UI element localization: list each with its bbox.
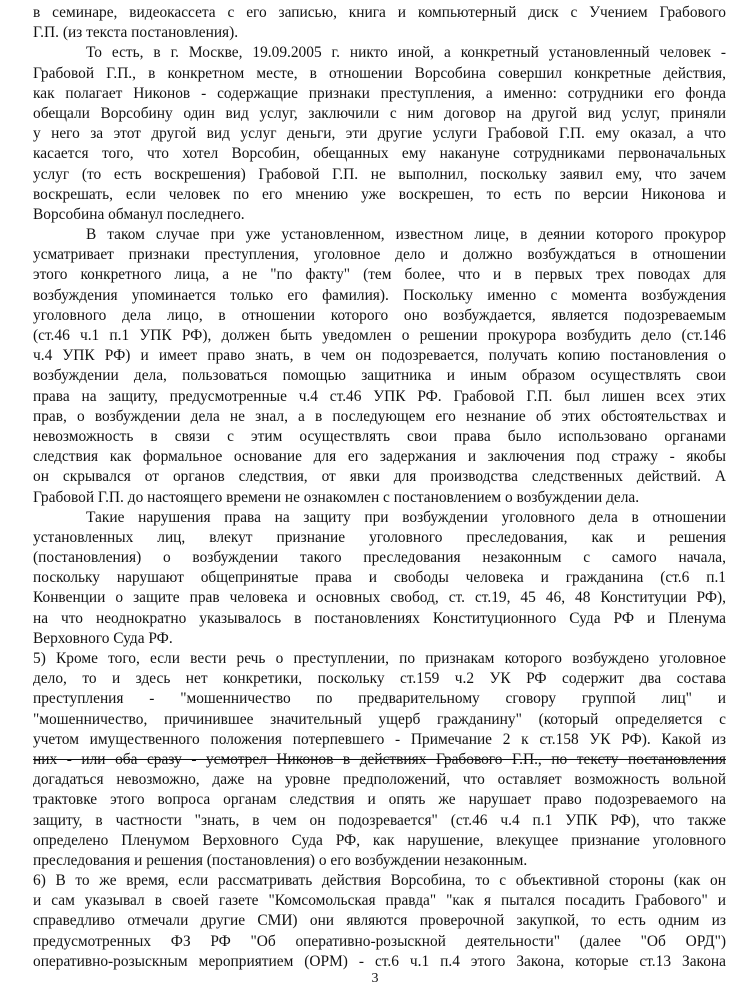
text-line: оперативно-розыскным мероприятием (ОРМ) - ст.6 ч.1 п.4 этого Закона, которые ст.13 Закона <box>33 952 726 970</box>
text-line: уголовного дела лицо, в отношении которого оно возбуждается, является подозреваемым <box>33 306 726 324</box>
text-line: ч.4 УПК РФ) и имеет право знать, в чем он подозревается, получать копию постановления о <box>33 347 726 365</box>
text-line: Конвенции о защите прав человека и основных свобод, ст. ст.19, 45 46, 48 Конституции РФ), <box>33 589 726 607</box>
text-line: То есть, в г. Москве, 19.09.2005 г. никто иной, а конкретный установленный человек - <box>86 44 726 62</box>
text-line: и сам указывал в своей газете "Комсомольская правда" "как я пытался посадить Грабового" и <box>33 892 726 910</box>
text-line: Г.П. (из текста постановления). <box>33 24 239 42</box>
text-line: услуг (то есть воскрешения) Грабовой Г.П. не выполнил, поскольку заявил ему, что зачем <box>33 165 726 183</box>
text-line: Грабовой Г.П. до настоящего времени не ознакомлен с постановлением о возбуждении дела. <box>33 488 640 506</box>
text-line: В таком случае при уже установленном, известном лице, в деянии которого прокурор <box>86 226 726 244</box>
text-line: установленных лиц, влекут признание уголовного преследования, как и решения <box>33 528 726 546</box>
text-line: Ворсобина обманул последнего. <box>33 205 245 223</box>
text-line: них - или оба сразу - усмотрел Никонов в действиях Грабового Г.П., по тексту постановления <box>33 750 726 768</box>
text-line: (ст.46 ч.1 п.1 УПК РФ), должен быть уведомлен о решении прокурора возбудить дело (ст.146 <box>33 327 726 344</box>
text-line: определено Пленумом Верховного Суда РФ, как нарушение, влекущее признание уголовного <box>33 831 726 849</box>
text-line: Такие нарушения права на защиту при возбуждении уголовного дела в отношении <box>86 508 726 526</box>
text-line: (постановления) о возбуждении такого преследования незаконным с самого начала, <box>33 549 726 567</box>
text-line: усматривает признаки преступления, уголовное дело и должно возбуждаться в отношении <box>33 246 726 264</box>
text-line: он скрывался от органов следствия, от явки для производства следственных действий. А <box>33 468 726 486</box>
text-line: 5) Кроме того, если вести речь о преступлении, по признакам которого возбуждено уголовное <box>33 650 726 667</box>
text-line: догадаться невозможно, даже на уровне предположений, что оставляет возможность вольной <box>33 771 726 789</box>
text-line: защиту, в частности "знать, в чем он подозревается" (ст.46 ч.4 п.1 УПК РФ), что также <box>33 811 726 829</box>
text-line: Верховного Суда РФ. <box>33 629 173 647</box>
text-line: невозможность в связи с этим осуществлять свои права было использовано органами <box>33 427 726 445</box>
text-line: воскрешать, если человек по его мнению уже воскрешен, то есть по версии Никонова и <box>33 185 726 203</box>
text-line: прав, о возбуждении дела не знал, а в последующем его незнание об этих обстоятельствах и <box>33 407 726 425</box>
text-line: права на защиту, предусмотренные ч.4 ст.46 УПК РФ. Грабовой Г.П. был лишен всех этих <box>33 387 726 405</box>
text-line: на что неоднократно указывалось в постановлениях Конституционного Суда РФ и Пленума <box>33 609 726 627</box>
document-body <box>33 3 726 972</box>
text-line: Грабовой Г.П., в конкретном месте, в отношении Ворсобина совершил конкретные действия, <box>33 64 726 82</box>
text-line: этого конкретного лица, а не "по факту" (тем более, что и в первых трех поводах для <box>33 266 726 284</box>
text-line: возбуждения упоминается только его фамилия). Поскольку именно с момента возбуждения <box>33 286 726 304</box>
text-line: как полагает Никонов - содержащие признаки преступления, а именно: сотрудники его фонда <box>33 84 726 102</box>
page-number: 3 <box>371 971 379 986</box>
text-line: предусмотренных ФЗ РФ "Об оперативно-розыскной деятельности" (далее "Об ОРД") <box>33 932 726 950</box>
text-line: дело, то и здесь нет конкретики, поскольку ст.159 ч.2 УК РФ содержит два состава <box>33 670 726 688</box>
text-line: в семинаре, видеокассета с его записью, книга и компьютерный диск с Учением Грабового <box>33 4 726 21</box>
text-line: возбуждении дела, пользоваться помощью защитника и иным образом осуществлять свои <box>33 367 726 385</box>
text-line: справедливо отмечали другие СМИ) они являются проверочной закупкой, то есть одним из <box>33 912 726 930</box>
text-line: касается того, что хотел Ворсобин, обещанных ему накануне сотрудниками первоначальных <box>33 145 726 163</box>
text-line: следствия как формальное основание для его задержания и заключения под стражу - якобы <box>33 448 726 466</box>
text-line: преступления - "мошенничество по предварительному сговору группой лиц" и <box>33 690 726 708</box>
text-line: поскольку нарушают общепринятые права и свободы человека и гражданина (ст.6 п.1 <box>33 569 726 587</box>
text-line: 6) В то же время, если рассматривать действия Ворсобина, то с объективной стороны (как он <box>33 872 726 890</box>
text-line: "мошенничество, причинившее значительный ущерб гражданину" (который определяется с <box>33 710 726 728</box>
text-line: учетом имущественного положения потерпевшего - Примечание 2 к ст.158 УК РФ). Какой из <box>33 730 726 748</box>
text-line: обещали Ворсобину один вид услуг, заключили с ним договор на другой вид услуг, приняли <box>33 104 726 122</box>
text-line: трактовке этого вопроса органам следствия и опять же нарушает право подозреваемого на <box>33 791 726 809</box>
text-line: преследования и решения (постановления) о его возбуждении незаконным. <box>33 851 528 869</box>
text-line: у него за этот другой вид услуг деньги, эти другие услуги Грабовой Г.П. ему оказал, а что <box>33 125 726 143</box>
